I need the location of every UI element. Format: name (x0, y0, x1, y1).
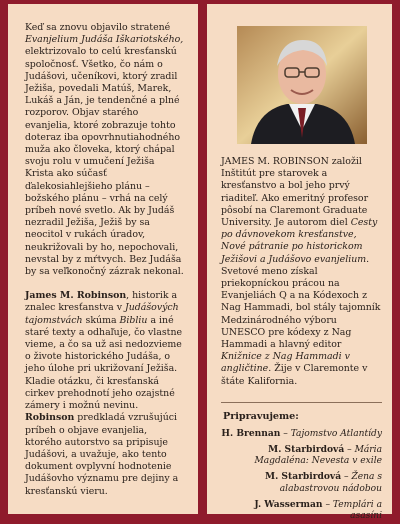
dash: – (344, 472, 349, 483)
upcoming-book-item (221, 499, 382, 522)
author-bio (221, 156, 382, 388)
upcoming-book-item (221, 428, 382, 440)
right-flap (207, 4, 392, 522)
text-segment: Knižnice z Nag Hammadi v angličtine. (221, 351, 350, 375)
text-segment: založil Inštitút pre starovek a kresťanstvo a bol jeho prvý riaditeľ. Ako emeritný profesor pôsobí na Claremont Graduate University. Je autorom diel (221, 156, 369, 229)
dash: – (283, 428, 288, 439)
divider (221, 402, 382, 403)
text-segment: a iné staré texty a odhaľuje, čo vlastne vieme, a čo sa už asi nedozvieme o živote historického Judáša, o jeho úlohe pri ukrižovaní Ježiša. Kladie otázku, či kresťanská cirkev prehodnotí jeho ozajstné zámery i možnú nevinu. (25, 314, 183, 412)
book-title: Templári a asasíni (332, 499, 382, 522)
text-segment: Svetové meno získal priekopníckou prácou na Evanjeliách Q a na Kódexoch z Nag Hammadi, bol stály tajomník Medzinárodného výboru UNESCO pre kódexy z Nag Hammadi a hlavný editor (221, 265, 381, 351)
upcoming-books-heading: Pripravujeme: (223, 410, 299, 422)
text-segment: elektrizovalo to celú kresťanskú spoločnosť. Všetko, čo nám o Judášovi, učeníkovi, ktorý zradil Ježiša, povedali Matúš, Marek, Lukáš a Ján, je tendenčné a plné rozporov. Objav starého evanjelia, ktoré zobrazuje tohto doteraz iba opovrhnutiahodného muža ako človeka, ktorý chápal svoju rolu v umučení Ježiša Krista ako súčasť ďalekosiahlejšieho plánu – božského plánu – vrhá na celý príbeh nové svetlo. Ak by Judáš nezradil Ježiša, Ježiš by sa neocitol v rukách úradov, neukrižovali by ho, nepochovali, nevstal by z mŕtvych. Bez Judáša by sa veľkonočný zázrak nekonal. (25, 46, 184, 278)
intro-paragraph (25, 22, 186, 278)
text-segment: , historik a znalec kresťanstva v (25, 290, 178, 314)
book-author: M. Starbirdová (265, 471, 342, 483)
left-flap (8, 4, 198, 514)
upcoming-book-item (221, 444, 382, 467)
book-summary-paragraph (25, 290, 186, 497)
text-segment: Judášových tajomstvách (25, 302, 179, 326)
text-segment: Cesty po dávnovekom kresťanstve, Nové pátranie po historickom Ježišovi a Judášovo evanjelium. (221, 217, 378, 265)
book-author: M. Starbirdová (268, 444, 345, 456)
text-segment: JAMES M. ROBINSON (221, 156, 329, 167)
book-title: Žena s alabastrovou nádobou (279, 472, 382, 494)
text-segment: predkladá vzrušujúci príbeh o objave evanjelia, ktorého autorstvo sa pripisuje Judášovi, a uvažuje, ako tento dokument ovplyvní hodnotenie Judášovho významu pre dejiny a kresťanskú vieru. (25, 412, 179, 497)
text-segment: Evanjelium Judáša Iškariotského, (25, 34, 184, 46)
book-title: Mária Magdaléna: Nevesta v exile (254, 445, 382, 467)
upcoming-book-item (221, 471, 382, 494)
text-segment: Žije v Claremonte v štáte Kalifornia. (221, 363, 368, 387)
book-author: J. Wasserman (254, 498, 323, 510)
author-photo (237, 26, 367, 144)
book-author: H. Brennan (221, 427, 281, 439)
portrait-illustration (237, 26, 367, 144)
book-title: Tajomstvo Atlantídy (290, 428, 382, 439)
dash: – (347, 445, 352, 456)
dash: – (325, 499, 330, 510)
text-segment: James M. Robinson (25, 290, 127, 302)
text-segment: Robinson (25, 412, 75, 424)
text-segment: Keď sa znovu objavilo stratené (25, 22, 171, 33)
text-segment: skúma (82, 314, 120, 326)
text-segment: Bibliu (119, 314, 148, 326)
